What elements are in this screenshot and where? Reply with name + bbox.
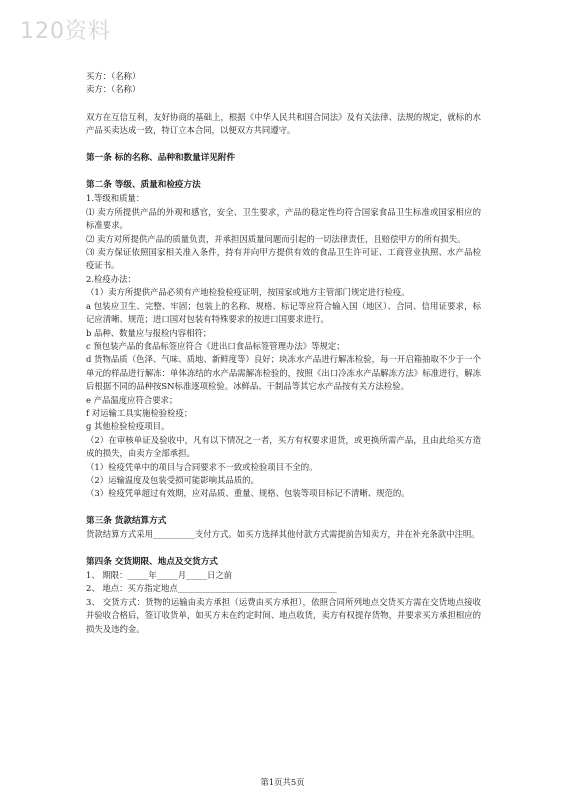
- clause-line: d 货物品质（色泽、气味、质地、新鲜度等）良好；块冻水产品进行解冻检验，每一开启箱抽取不少于一个单元的样品进行解冻：单体冻结的水产品需解冻检验的，按照《出口冷冻水产品解冻方法》标准进行，解冻后根据不同的品种按SN标准逐项检验。冰鲜品、干制品等其它水产品按有关方法检验。: [86, 354, 481, 392]
- clause-line: （3）检疫凭单超过有效期，应对品质、重量、规格、包装等项目标记不清晰、规范的。: [86, 488, 410, 499]
- article-4-title: 第四条 交货期限、地点及交货方式: [86, 556, 218, 567]
- clause-line: ⑶ 卖方保证依照国家相关准入条件，持有并向甲方提供有效的食品卫生许可证、工商营业执照、水产品检疫证书。: [86, 247, 481, 271]
- clause-line: 货款结算方式采用__________支付方式。如买方选择其他付款方式需提前告知卖方，并在补充条款中注明。: [86, 529, 480, 540]
- clause-line: g 其他检验检疫项目。: [86, 421, 170, 432]
- clause-line: ⑴ 卖方所提供产品的外观和感官，安全、卫生要求，产品的稳定性均符合国家食品卫生标准或国家相应的标准要求。: [86, 206, 481, 231]
- clause-line: f 对运输工具实施检验检疫；: [86, 407, 193, 418]
- article-2-title: 第二条 等级、质量和检疫方法: [86, 180, 201, 191]
- clause-line: a 包装应卫生、完整、牢固；包装上的名称、规格、标记等应符合输入国（地区）、合同、信用证要求，标记应清晰、规范；进口国对包装有特殊要求的按进口国要求进行。: [86, 300, 481, 325]
- article-1-title: 第一条 标的名称、品种和数量详见附件: [86, 152, 236, 163]
- party-line: 买方：（名称）: [86, 71, 141, 81]
- page-number: 第1页共5页: [260, 777, 305, 787]
- intro-paragraph: 双方在互信互利，友好协商的基础上，根据《中华人民共和国合同法》及有关法律、法规的规定，就标的水产品买卖达成一致，特订立本合同，以便双方共同遵守。: [86, 111, 481, 136]
- clause-line: （2）运输温度及包装受损可能影响其品质的。: [86, 474, 259, 485]
- clause-line: 2、 地点：买方指定地点______________________________________: [86, 583, 337, 594]
- clause-line: 2.检疫办法：: [86, 273, 136, 284]
- clause-line: e 产品温度应符合要求；: [86, 394, 178, 405]
- party-line: 卖方：（名称）: [86, 84, 141, 95]
- clause-line: ⑵ 卖方对所提供产品的质量负责，并承担因质量问题而引起的一切法律责任，且赔偿甲方的所有损失。: [86, 233, 466, 244]
- clause-line: （1）检疫凭单中的项目与合同要求不一致或检验项目不全的。: [86, 461, 318, 472]
- clause-line: 3、 交货方式：货物的运输由卖方承担（运费由买方承担），依照合同所列地点交货买方需在交货地点接收并验收合格后，签订收货单，如买方未在约定时间、地点收货，卖方有权提存货物，并要求买方承担相应的损失及违约金。: [86, 596, 481, 634]
- clause-line: 1.等级和质量：: [86, 193, 145, 204]
- article-3-title: 第三条 货款结算方式: [86, 515, 167, 526]
- clause-line: b 品种、数量应与报检内容相符；: [86, 327, 212, 338]
- contract-document: [86, 70, 481, 636]
- clause-line: （2）在审核单证及验收中，凡有以下情况之一者，买方有权要求退货，或更换所需产品，且由此给买方造成的损失，由卖方全部承担。: [86, 434, 481, 459]
- clause-line: c 预包装产品的食品标签应符合《进出口食品标签管理办法》等规定；: [86, 340, 345, 351]
- watermark-logo: 120资料: [20, 19, 111, 44]
- clause-line: 1、 期限：_____年_____月_____日之前: [86, 570, 233, 580]
- clause-line: （1）卖方所提供产品必须有产地检验检疫证明，按国家或地方主管部门规定进行检疫。: [86, 287, 410, 298]
